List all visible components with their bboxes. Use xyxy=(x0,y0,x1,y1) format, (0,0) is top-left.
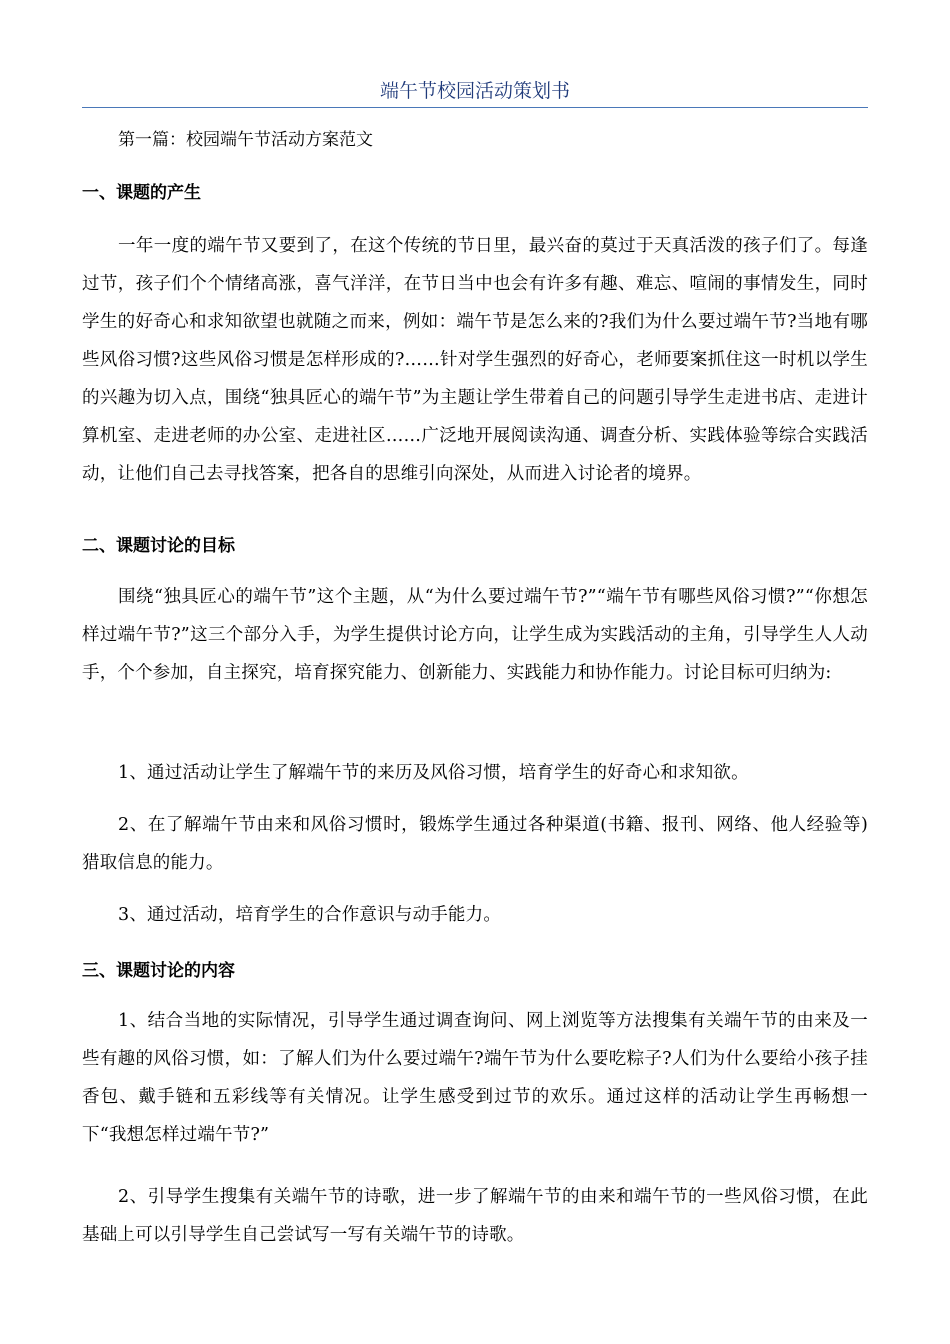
goal-item-3: 3、通过活动，培育学生的合作意识与动手能力。 xyxy=(118,905,502,925)
content-item-2: 2、引导学生搜集有关端午节的诗歌，进一步了解端午节的由来和端午节的一些风俗习惯，在此基础上可以引导学生自己尝试写一写有关端午节的诗歌。 xyxy=(82,1187,868,1245)
section-paragraph-goals-intro: 围绕“独具匠心的端午节”这个主题，从“为什么要过端午节?”“端午节有哪些风俗习惯?”“你想怎样过端午节?”这三个部分入手，为学生提供讨论方向，让学生成为实践活动的主角，引导学生人人动手，个个参加，自主探究，培育探究能力、创新能力、实践能力和协作能力。讨论目标可归纳为: xyxy=(82,587,868,683)
section-heading-content: 三、课题讨论的内容 xyxy=(82,961,235,981)
goal-item-2: 2、在了解端午节由来和风俗习惯时，锻炼学生通过各种渠道(书籍、报刊、网络、他人经验等)猎取信息的能力。 xyxy=(82,815,868,873)
document-subtitle: 第一篇：校园端午节活动方案范文 xyxy=(118,130,373,150)
content-item-1: 1、结合当地的实际情况，引导学生通过调查询问、网上浏览等方法搜集有关端午节的由来及一些有趣的风俗习惯，如：了解人们为什么要过端午?端午节为什么要吃粽子?人们为什么要给小孩子挂香包、戴手链和五彩线等有关情况。让学生感受到过节的欢乐。通过这样的活动让学生再畅想一下“我想怎样过端午节?” xyxy=(82,1011,868,1145)
goal-item-1: 1、通过活动让学生了解端午节的来历及风俗习惯，培育学生的好奇心和求知欲。 xyxy=(118,763,749,783)
section-paragraph-origin: 一年一度的端午节又要到了，在这个传统的节日里，最兴奋的莫过于天真活泼的孩子们了。每逢过节，孩子们个个情绪高涨，喜气洋洋，在节日当中也会有许多有趣、难忘、喧闹的事情发生，同时学生的好奇心和求知欲望也就随之而来，例如：端午节是怎么来的?我们为什么要过端午节?当地有哪些风俗习惯?这些风俗习惯是怎样形成的?……针对学生强烈的好奇心，老师要案抓住这一时机以学生的兴趣为切入点，围绕“独具匠心的端午节”为主题让学生带着自己的问题引导学生走进书店、走进计算机室、走进老师的办公室、走进社区……广泛地开展阅读沟通、调查分析、实践体验等综合实践活动，让他们自己去寻找答案，把各自的思维引向深处，从而进入讨论者的境界。 xyxy=(82,236,868,484)
section-heading-goals: 二、课题讨论的目标 xyxy=(82,536,235,556)
section-heading-origin: 一、课题的产生 xyxy=(82,183,201,203)
title-divider xyxy=(82,107,868,108)
document-title: 端午节校园活动策划书 xyxy=(379,80,570,102)
